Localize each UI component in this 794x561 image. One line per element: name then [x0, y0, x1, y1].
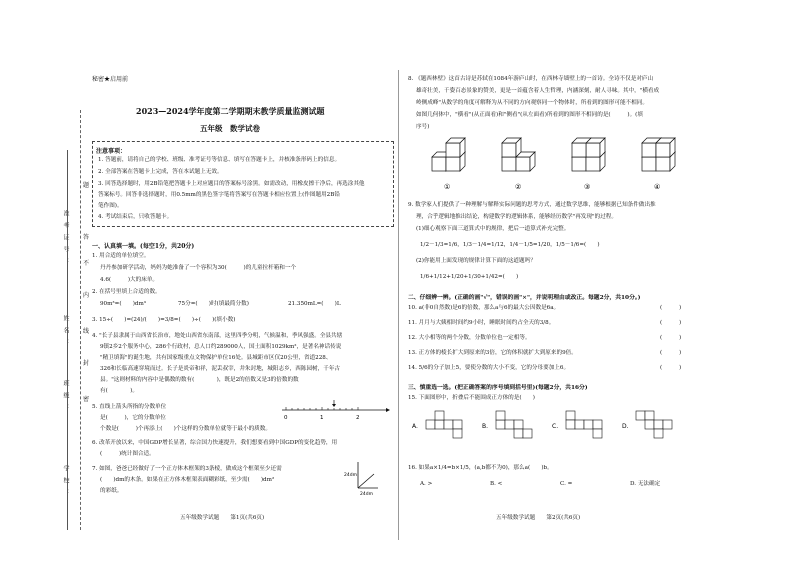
section3-title: 三、慎重选一选。(把正确答案的序号填到括号里)(每题2分，共16分) [408, 385, 588, 391]
judge-paren[interactable]: ( ) [660, 305, 682, 311]
q6-line: ( )统计图合适。 [100, 451, 155, 457]
q9-formula: 1/6+1/12+1/20+1/30+1/42=( ) [420, 274, 519, 280]
column-divider [398, 70, 399, 540]
figure-label: ② [515, 183, 522, 191]
net-a [426, 411, 462, 438]
cube-group-1 [432, 138, 465, 171]
q4-line: 9镇2乡2个服务中心，286个行政村，总人口约289000人，国土面积1029km²，是著名神话传说 [100, 344, 342, 350]
option-label: C. [552, 423, 559, 430]
seal-char: 封 [83, 360, 90, 367]
seal-char: 密 [83, 396, 90, 403]
q15-line: 15. 下面图形中，折叠后不能围成正方体的是( ) [408, 395, 535, 401]
q16-option: B. < [490, 481, 503, 487]
figure-label: ① [444, 183, 451, 191]
q1-line: 丹丹参加研学活动，妈妈为她准备了一个容积为30( )的儿童拉杆箱和一个 [100, 265, 297, 271]
q9-formula: 1/2－1/3=1/6，1/3－1/4=1/12，1/4－1/5=1/20，1/5－1/6=( ) [420, 242, 600, 248]
q16-line: 16. 如果a×1/4=b×1/5，(a,b都不为0)，那么a( )b。 [408, 465, 553, 471]
q8-line: 雄奇壮美，千姿百态景象的赞美，更是一首蕴含着人生哲理，内涵深刻，耐人寻味。其中，"横看成 [416, 88, 660, 94]
cube-edge-label: 24dm [344, 473, 357, 478]
seal-char: 答 [83, 234, 90, 241]
q2-item: 21.350mL=( )L [288, 301, 341, 307]
seal-char: 不 [83, 260, 90, 267]
net-c [566, 411, 602, 438]
option-label: D. [622, 423, 629, 430]
option-label: A. [412, 423, 418, 430]
q4-line: 县。"这则材料的内容中是偶数的数有( )，既是2的倍数又是3的倍数的数 [100, 377, 299, 383]
q4-line: 4. "长子县隶属于山西省长治市，地处山西省东南部，这里四季分明，气候温和，季风强盛。全县共辖 [92, 333, 343, 339]
judge-item: 11. 月月与大姨相时间约9小时，睡眠时间约占全天的3/8。 [408, 320, 555, 326]
q2-item: 90m³=( )dm³ [100, 301, 147, 307]
q8-line: 如图几何体中，"横看"(从正面看)和"侧看"(从左面看)所看到的图形不相同的是( )。(填 [416, 112, 643, 118]
section2-title: 二、仔细辨一辨。(正确的画"√"，错误的画"×"，并说明理由或改正。每题2分，共10分。) [408, 295, 641, 301]
note-item: 1. 答题前，请将自己的学校、班级、准考证号等信息、填写在答题卡上，并核准条形码上的信息。 [98, 157, 341, 163]
section1-title: 一、认真填一填。(每空1分，共20分) [92, 243, 195, 250]
q9-line: (1)细心观察下面三道算式中的规律，把后一道算式补充完整。 [416, 226, 570, 232]
q7-line: 的彩纸。 [100, 488, 123, 494]
notes-title: 注意事项： [96, 148, 127, 155]
q8-line: 岭侧成峰"从数学的角度可解释为从不同的方向观察同一个物体时，所看到的图形可能不相同。 [416, 100, 648, 106]
judge-paren[interactable]: ( ) [660, 335, 682, 341]
exam-title: 2023—2024学年度第二学期期末教学质量监测试题 [136, 106, 325, 116]
q9-line: 理，合乎逻辑地推出结论，构建数学的逻辑体系，能够经历数学"再发现"的过程。 [416, 214, 617, 220]
net-b [496, 411, 532, 438]
q5-line: 5. 直线上箭头所指的分数单位 [92, 404, 167, 410]
q16-option: A. > [420, 481, 433, 487]
cube-group-2 [502, 138, 535, 171]
q1-title: 1. 用合适的单位填空。 [92, 253, 150, 259]
secret-label: 秘密★启用前 [92, 76, 129, 83]
cubes-figure [420, 133, 720, 195]
q5-line: 个数是( )个再添上( )个这样的分数单位就等于最小的质数。 [100, 426, 271, 432]
judge-item: 13. 正方体的棱长扩大到原来的3倍，它的体积就扩大到原来的9倍。 [408, 350, 577, 356]
name-label: 姓名： [62, 315, 69, 351]
note-item: 笔作图)。 [98, 203, 123, 209]
q9-line: 9. 数学家人们提供了一种理解与解释实际问题的思考方式，通过数学思维，能够根据已知条件做出推 [408, 202, 656, 208]
judge-paren[interactable]: ( ) [660, 365, 682, 371]
q1-line: 4.6( )大的床单。 [100, 277, 159, 283]
note-item: 3. 回答选择题时，用2B铅笔把答题卡上对应题目的答案标号涂黑。如需改动，用橡皮擦干净后，再选涂其他 [98, 181, 365, 187]
school-label: 学校： [62, 465, 69, 501]
q9-line: (2)你能用上面发现的规律计算下面的这道题吗？ [416, 258, 536, 264]
cut-line [80, 110, 81, 530]
q8-line: 序号) [416, 124, 430, 130]
q16-option: D. 无法确定 [630, 481, 661, 487]
numline-label: 0 [284, 415, 288, 420]
seal-char: 题 [83, 182, 90, 189]
cube-group-3 [572, 138, 605, 171]
note-item: 4. 考试结束后，只收答题卡。 [98, 214, 173, 220]
seal-char: 线 [83, 328, 90, 335]
cube-edge-label: 24dm [360, 492, 373, 496]
option-label: B. [482, 423, 489, 430]
numline-label: 2 [356, 415, 360, 420]
q3-line: 3. 15÷( )=(24)/( )=3/8=( )÷( )(填小数) [92, 317, 236, 323]
q4-line: "精卫填海"的诞生地，共有国家级重点文物保护单位16处。县城距市区仅20公里，省道228、 [100, 355, 332, 361]
cube-frame-figure [344, 452, 392, 496]
exam-subtitle: 五年级 数学试卷 [200, 124, 260, 133]
q4-line: 326和长临高速穿境而过。长子是炎帝和祥，泥丢叔宰，井朱封地，城阳志乡，西陈园树，千年古 [100, 366, 341, 372]
numline-label: 1 [320, 415, 324, 420]
footer-left: 五年级数学试题 第1页(共6页) [180, 515, 265, 521]
exam-no-label: 准考证号： [62, 210, 69, 270]
net-d [636, 411, 672, 438]
q2-item: 75分=( )时(填最简分数) [178, 301, 249, 307]
judge-item: 14. 5/6的分子加上5，要使分数的大小不变，它的分母要加上6。 [408, 365, 570, 371]
judge-paren[interactable]: ( ) [660, 320, 682, 326]
number-line [278, 400, 390, 420]
q7-line: ( )dm的木条。如果在正方体木框架表面糊彩纸，至少需( )dm² [100, 477, 275, 483]
judge-item: 12. 大小相等的两个分数，分数单位也一定相等。 [408, 335, 531, 341]
note-item: 2. 全部答案在答题卡上完成，答在本试题上无效。 [98, 169, 223, 175]
seal-char: 内 [83, 292, 90, 299]
q8-line: 8. 《题西林壁》这首古诗是苏轼在1084年游庐山时，在西林寺墙壁上的一首诗。全诗不仅是对庐山 [408, 76, 654, 82]
q16-option: C. = [560, 481, 573, 487]
judge-paren[interactable]: ( ) [660, 350, 682, 356]
figure-label: ④ [654, 183, 661, 191]
q6-line: 6. 改革开放以来，中国GDP增长显著，综合国力快速提升，我们想要看到中国GDP的变化趋势，用 [92, 440, 338, 446]
note-item: 答案标号。回答非选择题时，用0.5mm的黑色签字笔将答案写在答题卡相应位置上(作图题用2B铅 [98, 192, 340, 198]
q4-line: 有( )。 [100, 388, 138, 394]
judge-item: 10. a(非0自然数)是6的倍数，那么a与6的最大公因数是6a。 [408, 305, 560, 311]
q7-line: 7. 如图，爸爸已经做好了一个正方体木框架的3条棱，做成这个框架至少还需 [92, 466, 282, 472]
class-label: 班级： [62, 380, 69, 416]
cube-nets-figure [412, 408, 702, 444]
q2-title: 2. 在括号里填上合适的数。 [92, 289, 161, 295]
q5-line: 是( )，它的分数单位 [100, 415, 166, 421]
footer-right: 五年级数学试题 第2页(共6页) [496, 515, 581, 521]
cube-group-4 [642, 138, 675, 171]
figure-label: ③ [584, 183, 591, 191]
